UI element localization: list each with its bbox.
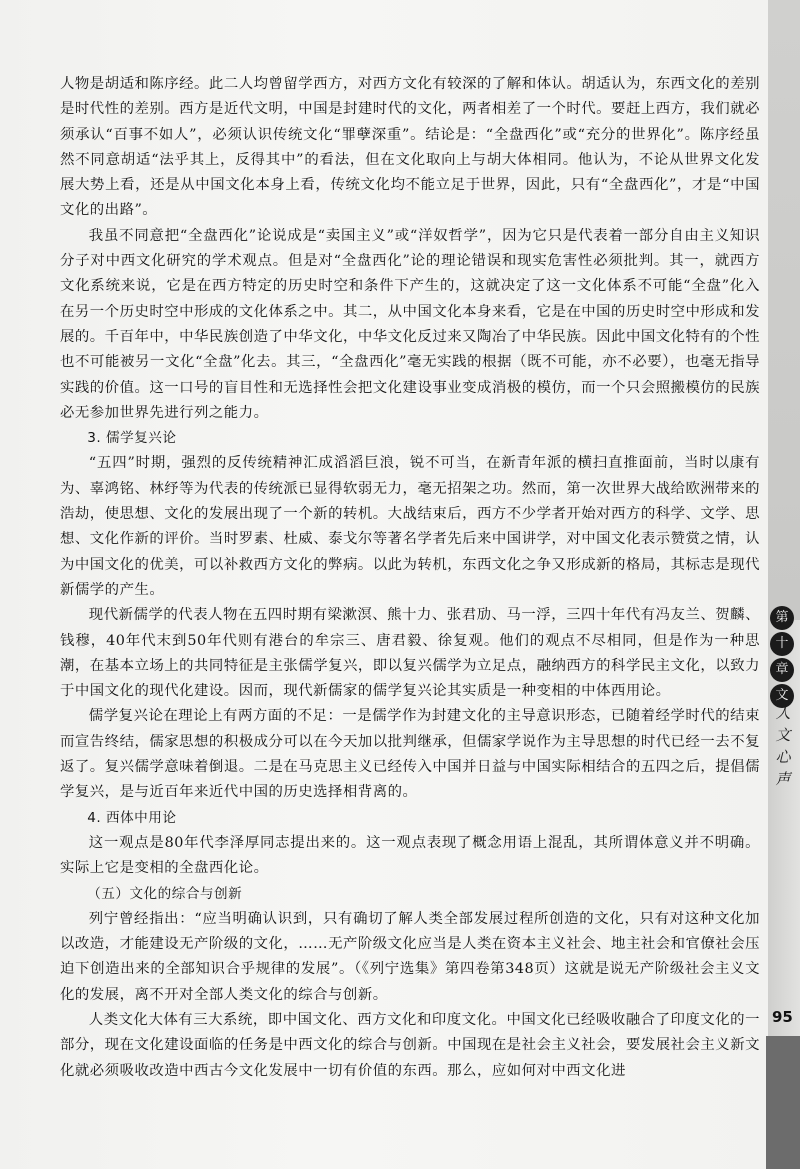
chapter-badge: 章 xyxy=(770,658,794,682)
paragraph: 儒学复兴论在理论上有两方面的不足：一是儒学作为封建文化的主导意识形态，已随着经学时代的结束而宣告终结，儒家思想的积极成分可以在今天加以批判继承，但儒家学说作为主导思想的时代已经一去不复返了。复兴儒学意味着倒退。二是在马克思主义已经传入中国并日益与中国实际相结合的五四之后，提倡儒学复兴，是与近百年来近代中国的历史选择相背离的。 xyxy=(60,708,760,801)
section-heading: 3. 儒学复兴论 xyxy=(87,430,177,447)
section-title-char: 文 xyxy=(775,726,791,744)
page-tab xyxy=(766,1036,800,1169)
chapter-badge: 十 xyxy=(770,632,794,656)
chapter-badge: 第 xyxy=(770,606,794,630)
section-title-char: 人 xyxy=(775,704,791,722)
paragraph: 人物是胡适和陈序经。此二人均曾留学西方，对西方文化有较深的了解和体认。胡适认为，东西文化的差别是时代性的差别。西方是近代文明，中国是封建时代的文化，两者相差了一个时代。要赶上西方，我们就必须承认“百事不如人”，必须认识传统文化“罪孽深重”。结论是：“全盘西化”或“充分的世界化”。陈序经虽然不同意胡适“法乎其上，反得其中”的看法，但在文化取向上与胡大体相同。他认为，不论从世界文化发展大势上看，还是从中国文化本身上看，传统文化均不能立足于世界，因此，只有“全盘西化”，才是“中国文化的出路”。 xyxy=(60,76,760,219)
body-text xyxy=(60,72,760,1084)
paragraph: 这一观点是80年代李泽厚同志提出来的。这一观点表现了概念用语上混乱，其所谓体意义并不明确。实际上它是变相的全盘西化论。 xyxy=(60,834,760,877)
paragraph: 我虽不同意把“全盘西化”论说成是“卖国主义”或“洋奴哲学”，因为它只是代表着一部分自由主义知识分子对中西文化研究的学术观点。但是对“全盘西化”论的理论错误和现实危害性必须批判。其一，就西方文化系统来说，它是在西方特定的历史时空和条件下产生的，这就决定了这一文化体系不可能“全盘”化入在另一个历史时空中形成的文化体系之中。其二，从中国文化本身来看，它是在中国的历史时空中形成和发展的。千百年中，中华民族创造了中华文化，中华文化反过来又陶冶了中华民族。因此中国文化特有的个性也不可能被另一文化“全盘”化去。其三，“全盘西化”毫无实践的根据（既不可能，亦不必要），也毫无指导实践的价值。这一口号的盲目性和无选择性会把文化建设事业变成消极的模仿，而一个只会照搬模仿的民族必无参加世界先进行列之能力。 xyxy=(60,227,760,421)
paragraph: 人类文化大体有三大系统，即中国文化、西方文化和印度文化。中国文化已经吸收融合了印度文化的一部分，现在文化建设面临的任务是中西文化的综合与创新。中国现在是社会主义社会，要发展社会主义新文化就必须吸收改造中西古今文化发展中一切有价值的东西。那么，应如何对中西文化进 xyxy=(60,1011,760,1079)
section-heading: 4. 西体中用论 xyxy=(87,809,177,826)
section-title-char: 心 xyxy=(775,748,791,766)
page-number: 95 xyxy=(772,1008,793,1026)
page-edge-shadow xyxy=(768,0,800,620)
section-title-char: 声 xyxy=(775,770,791,788)
section-heading: （五）文化的综合与创新 xyxy=(87,885,243,902)
paragraph: 列宁曾经指出：“应当明确认识到，只有确切了解人类全部发展过程所创造的文化，只有对这种文化加以改造，才能建设无产阶级的文化，……无产阶级文化应当是人类在资本主义社会、地主社会和官僚社会压迫下创造出来的全部知识合乎规律的发展”。（《列宁选集》第四卷第348页）这就是说无产阶级社会主义文化的发展，离不开对全部人类文化的综合与创新。 xyxy=(60,910,760,1003)
section-title-vertical xyxy=(772,702,794,790)
paragraph: “五四”时期，强烈的反传统精神汇成滔滔巨浪，锐不可当，在新青年派的横扫直推面前，当时以康有为、辜鸿铭、林纾等为代表的传统派已显得软弱无力，毫无招架之功。然而，第一次世界大战给欧洲带来的浩劫，使思想、文化的发展出现了一个新的转机。大战结束后，西方不少学者开始对西方的科学、文学、思想、文化作新的评价。当时罗素、杜威、泰戈尔等著名学者先后来中国讲学，对中国文化表示赞赏之情，认为中国文化的优美，可以补救西方文化的弊病。以此为转机，东西文化之争又形成新的格局，其标志是现代新儒学的产生。 xyxy=(60,455,760,598)
chapter-badge: 文 xyxy=(770,684,794,708)
paragraph: 现代新儒学的代表人物在五四时期有梁漱溟、熊十力、张君劢、马一浮，三四十年代有冯友兰、贺麟、钱穆，40年代末到50年代则有港台的牟宗三、唐君毅、徐复观。他们的观点不尽相同，但是作为一种思潮，在基本立场上的共同特征是主张儒学复兴，即以复兴儒学为立足点，融纳西方的科学民主文化，以致力于中国文化的现代化建设。因而，现代新儒家的儒学复兴论其实质是一种变相的中体西用论。 xyxy=(60,607,760,700)
